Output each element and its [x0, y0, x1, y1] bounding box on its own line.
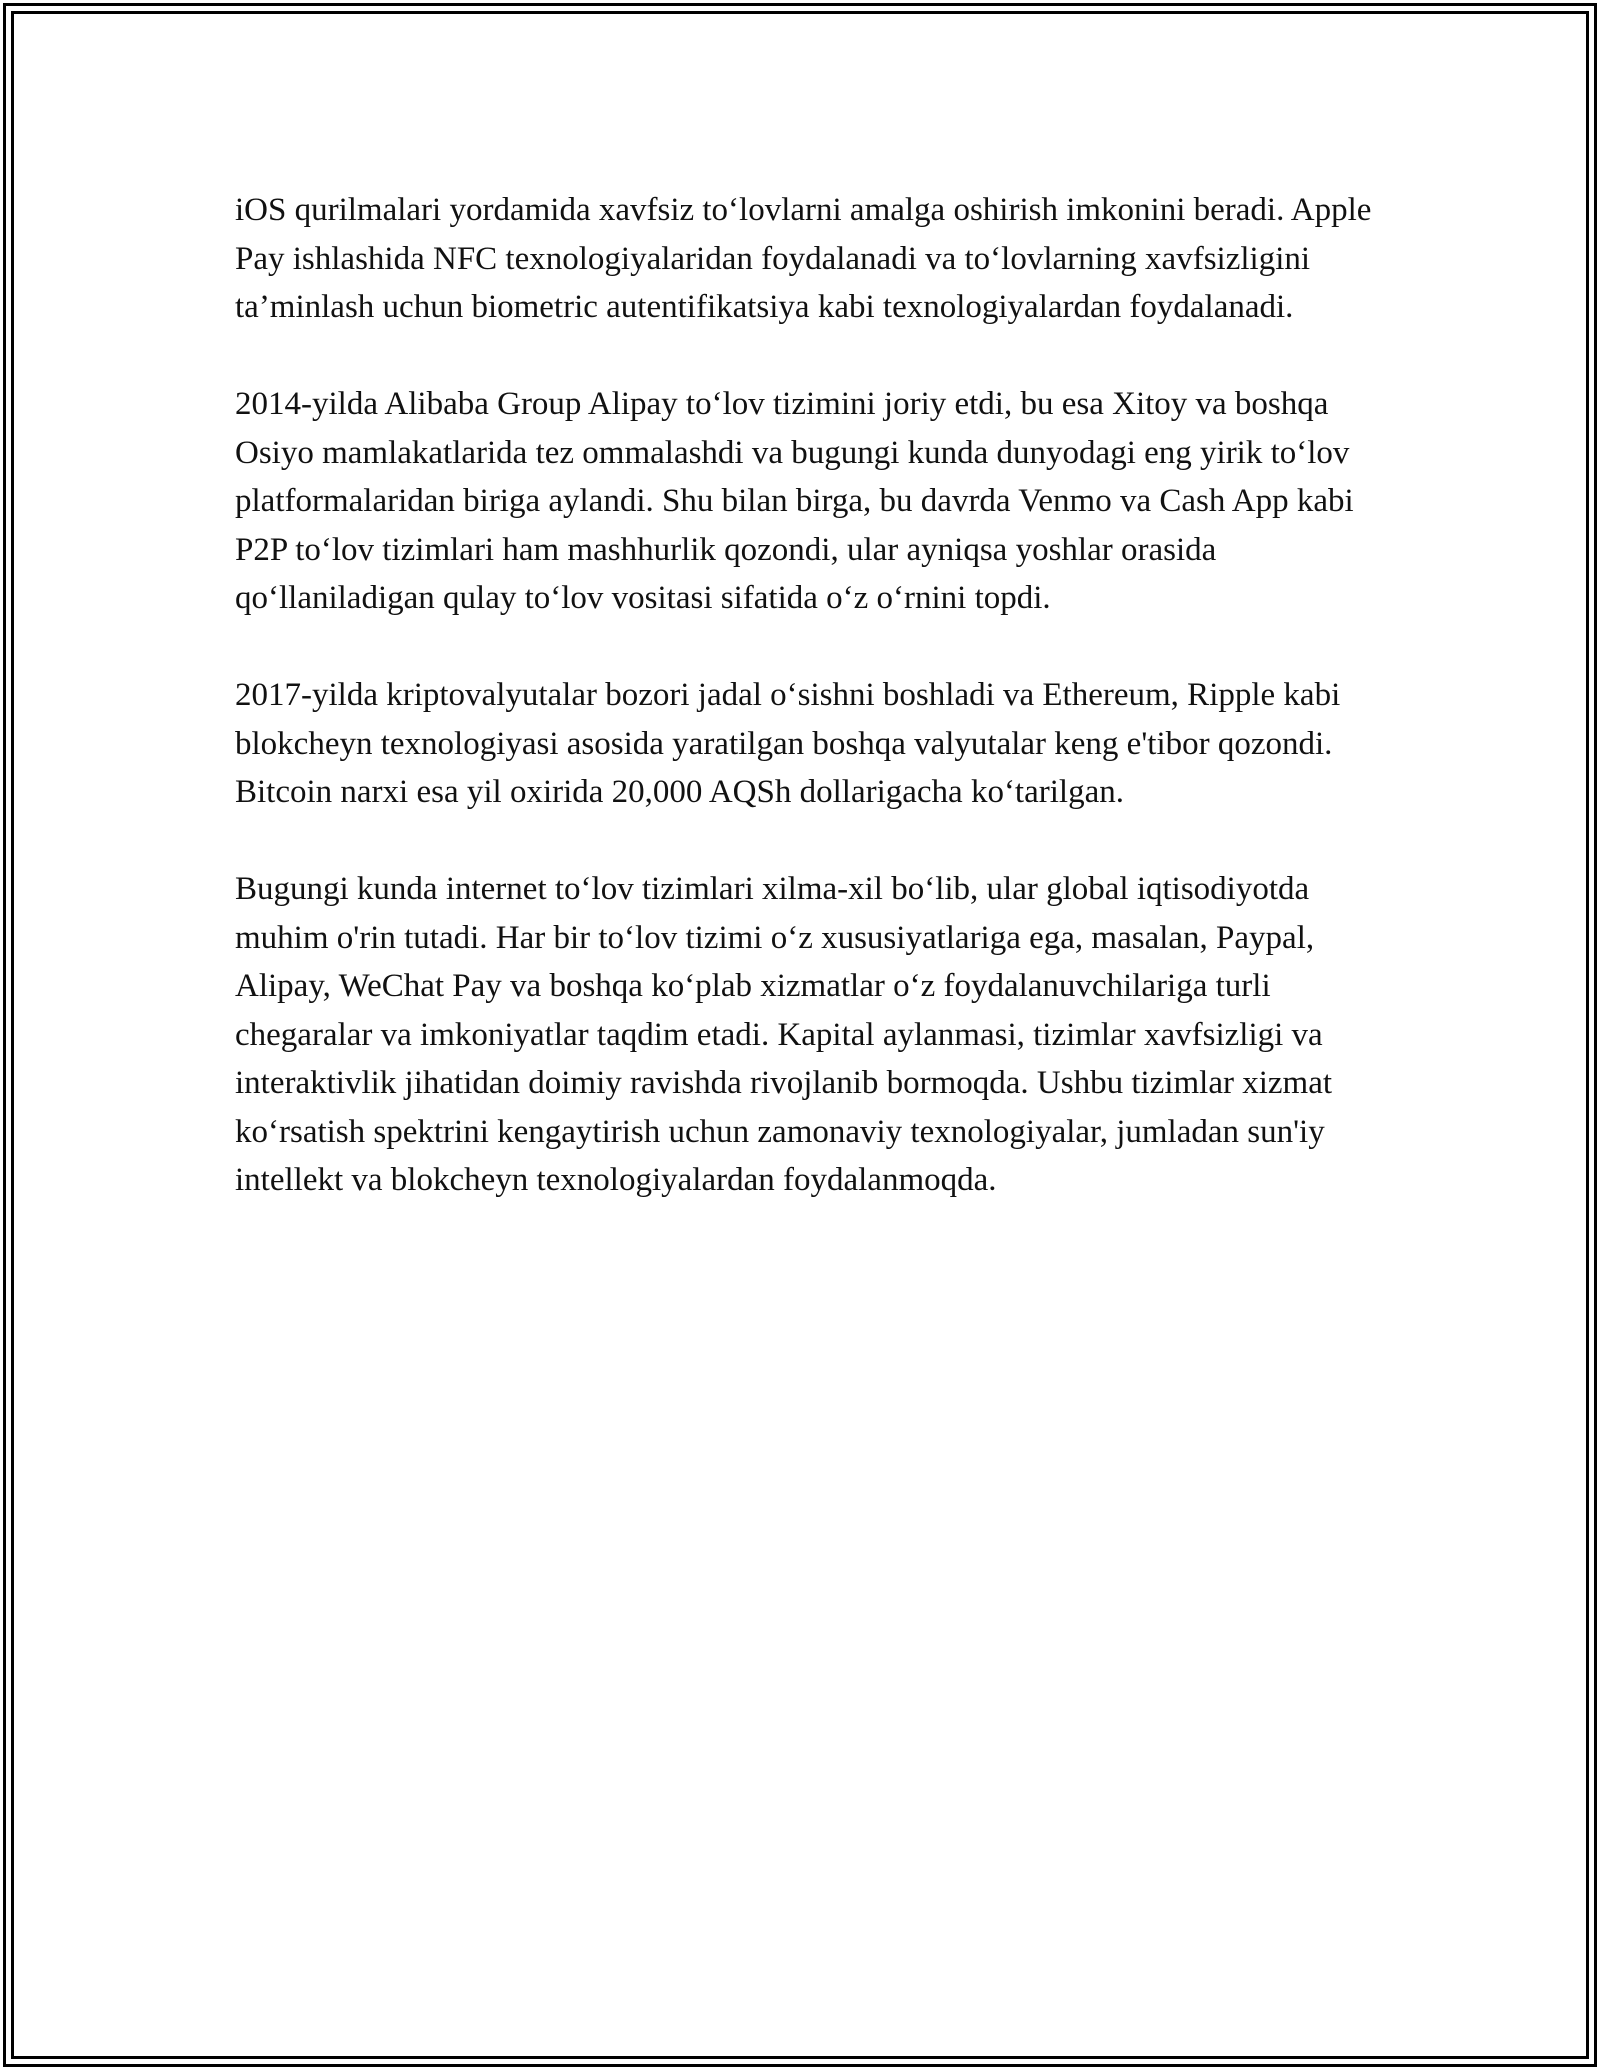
document-body: [235, 186, 1375, 1253]
paragraph-crypto-2017: 2017-yilda kriptovalyutalar bozori jadal o‘sishni boshladi va Ethereum, Ripple kabi blokcheyn texnologiyasi asosida yaratilgan boshqa valyutalar keng e'tibor qozondi. Bitcoin narxi esa yil oxirida 20,000 AQSh dollarigacha ko‘tarilgan.: [235, 677, 1341, 810]
paragraph-payment-systems-today: Bugungi kunda internet to‘lov tizimlari xilma-xil bo‘lib, ular global iqtisodiyotda muhim o'rin tutadi. Har bir to‘lov tizimi o‘z xususiyatlariga ega, masalan, Paypal, Alipay, WeChat Pay va boshqa ko‘plab xizmatlar o‘z foydalanuvchilariga turli chegaralar va imkoniyatlar taqdim etadi. Kapital aylanmasi, tizimlar xavfsizligi va interaktivlik jihatidan doimiy ravishda rivojlanib bormoqda. Ushbu tizimlar xizmat ko‘rsatish spektrini kengaytirish uchun zamonaviy texnologiyalar, jumladan sun'iy intellekt va blokcheyn texnologiyalardan foydalanmoqda.: [235, 871, 1333, 1198]
paragraph-apple-pay: iOS qurilmalari yordamida xavfsiz to‘lovlarni amalga oshirish imkonini beradi. Apple Pay ishlashida NFC texnologiyalaridan foydalanadi va to‘lovlarning xavfsizligini ta’minlash uchun biometric autentifikatsiya kabi texnologiyalardan foydalanadi.: [235, 192, 1372, 325]
paragraph-alipay-2014: 2014-yilda Alibaba Group Alipay to‘lov tizimini joriy etdi, bu esa Xitoy va boshqa Osiyo mamlakatlarida tez ommalashdi va bugungi kunda dunyodagi eng yirik to‘lov platformalaridan biriga aylandi. Shu bilan birga, bu davrda Venmo va Cash App kabi P2P to‘lov tizimlari ham mashhurlik qozondi, ular ayniqsa yoshlar orasida qo‘llaniladigan qulay to‘lov vositasi sifatida o‘z o‘rnini topdi.: [235, 386, 1354, 616]
